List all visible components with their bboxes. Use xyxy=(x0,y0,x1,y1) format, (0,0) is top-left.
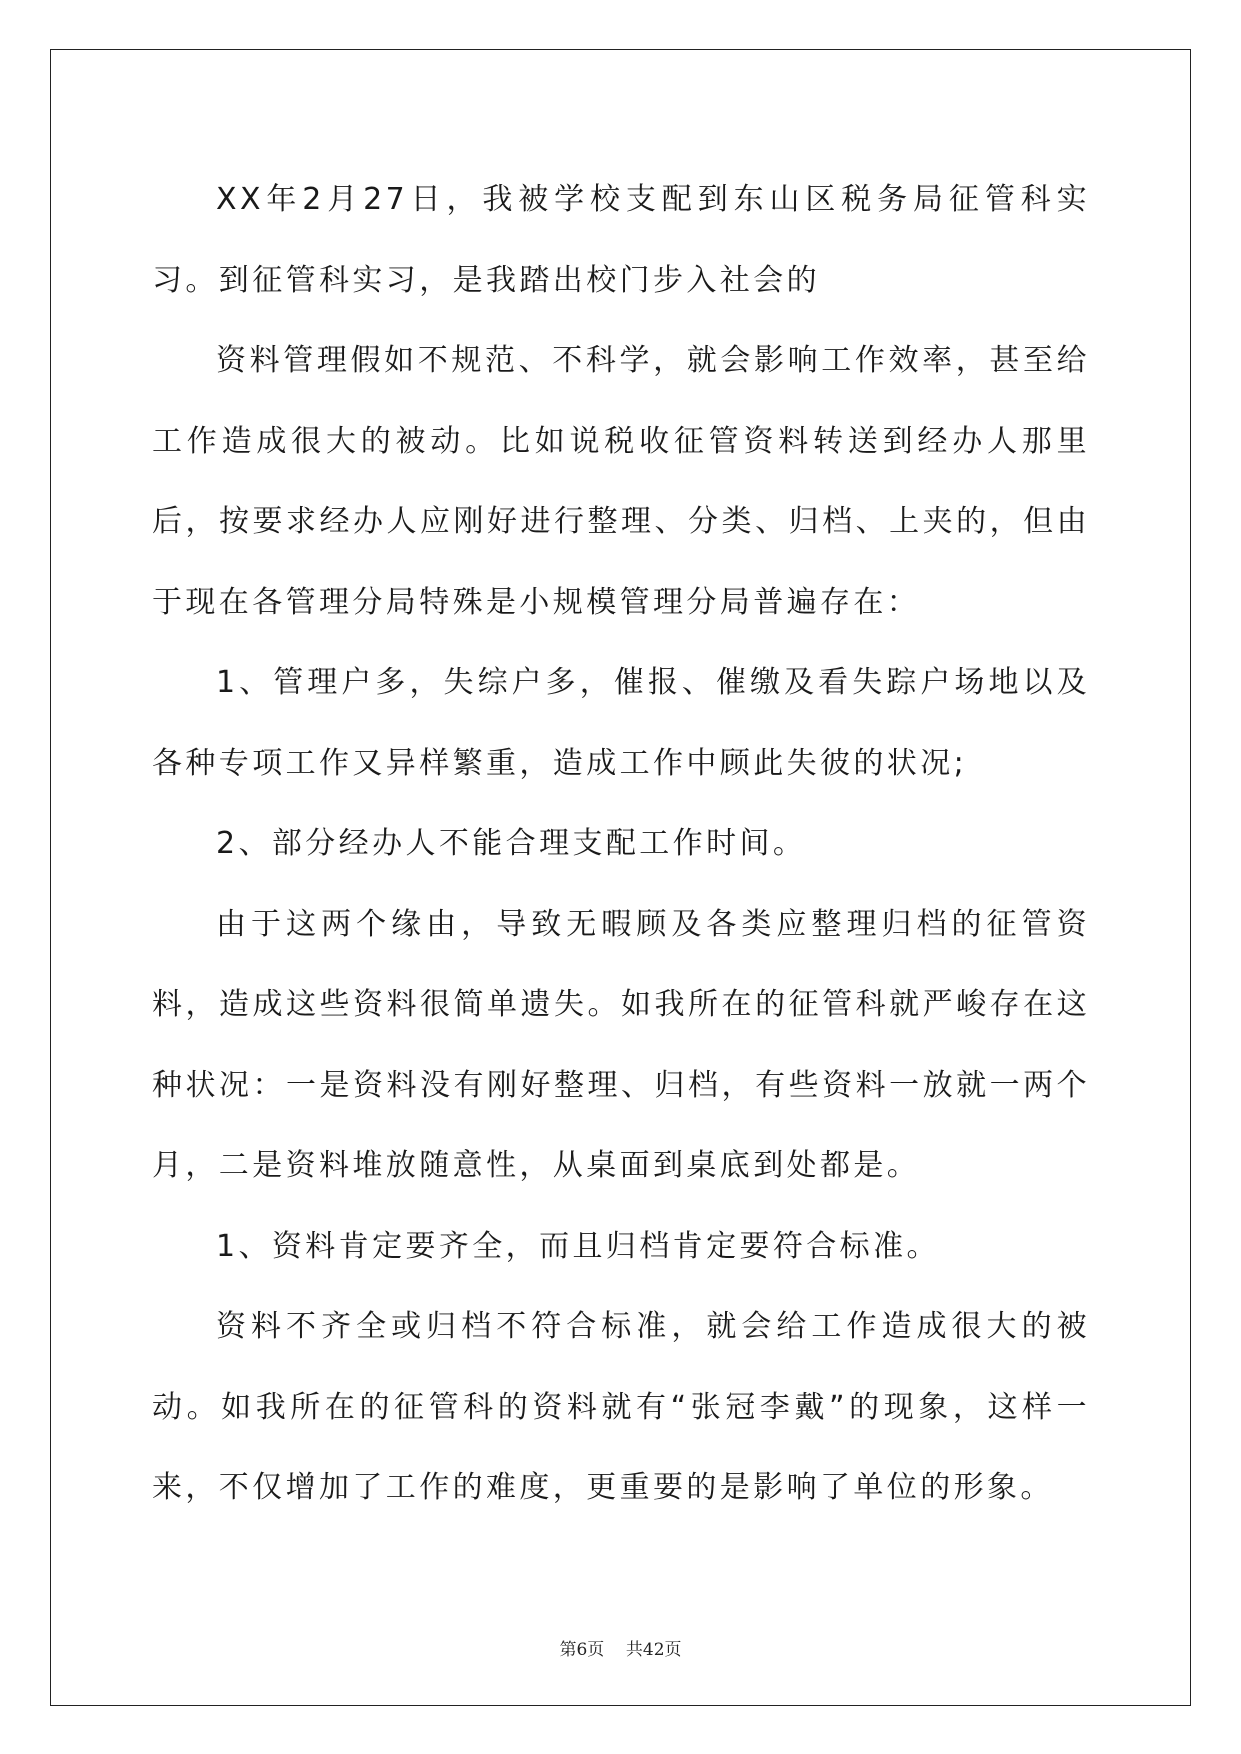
paragraph: 资料不齐全或归档不符合标准，就会给工作造成很大的被动。如我所在的征管科的资料就有“张冠李戴”的现象，这样一来，不仅增加了工作的难度，更重要的是影响了单位的形象。 xyxy=(152,1309,1090,1505)
page-number: 第6页 xyxy=(559,1640,605,1660)
paragraph: 1、资料肯定要齐全，而且归档肯定要符合标准。 xyxy=(216,1228,940,1264)
page-footer xyxy=(0,1635,1241,1660)
page-total: 共42页 xyxy=(625,1640,682,1660)
paragraph: XX年2月27日，我被学校支配到东山区税务局征管科实习。到征管科实习，是我踏出校门步入社会的 xyxy=(152,182,1090,298)
paragraph: 由于这两个缘由，导致无暇顾及各类应整理归档的征管资料，造成这些资料很简单遗失。如我所在的征管科就严峻存在这种状况：一是资料没有刚好整理、归档，有些资料一放就一两个月，二是资料堆放随意性，从桌面到桌底到处都是。 xyxy=(152,906,1090,1183)
document-body xyxy=(152,160,1090,1529)
paragraph: 1、管理户多，失综户多，催报、催缴及看失踪户场地以及各种专项工作又异样繁重，造成工作中顾此失彼的状况; xyxy=(152,665,1090,781)
paragraph: 2、部分经办人不能合理支配工作时间。 xyxy=(216,826,807,861)
paragraph: 资料管理假如不规范、不科学，就会影响工作效率，甚至给工作造成很大的被动。比如说税收征管资料转送到经办人那里后，按要求经办人应刚好进行整理、分类、归档、上夹的，但由于现在各管理分局特殊是小规模管理分局普遍存在： xyxy=(152,343,1090,620)
